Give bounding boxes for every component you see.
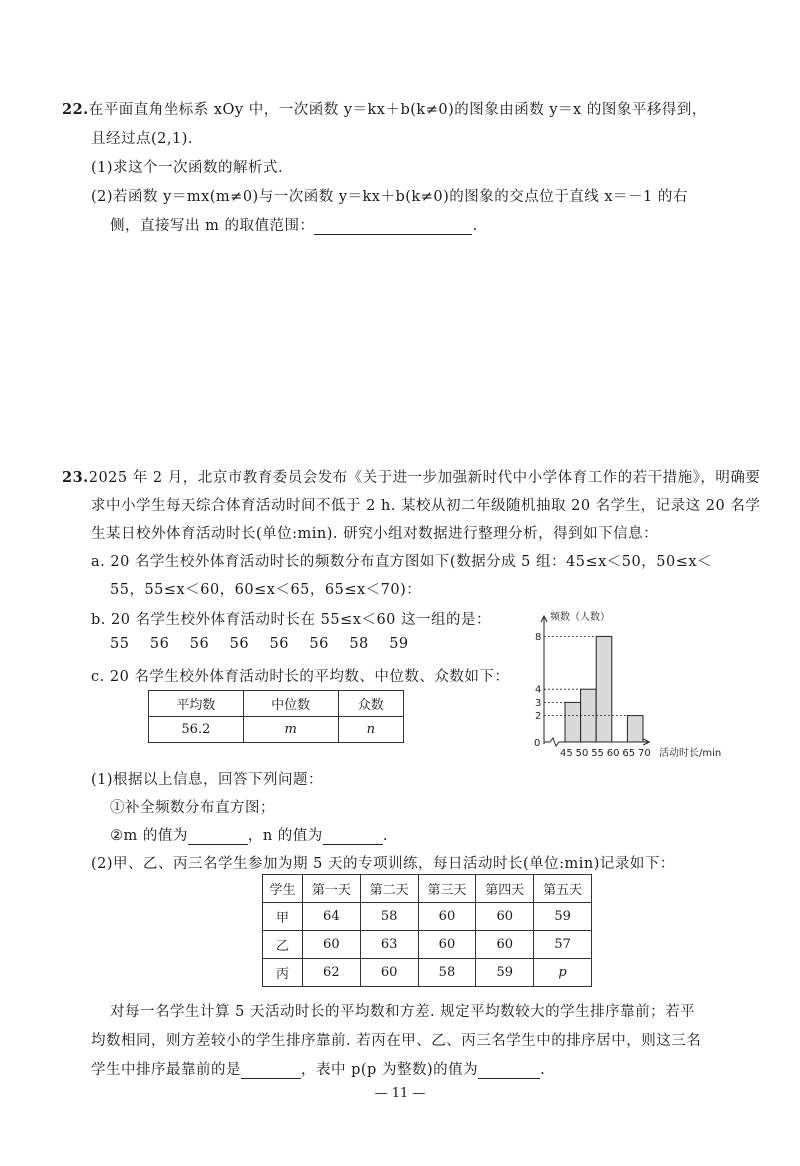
q23-part1-b	[110, 824, 388, 845]
q23-text-1: 2025 年 2 月，北京市教育委员会发布《关于进一步加强新时代中小学体育工作的若干措施》，明确要	[88, 470, 761, 486]
q23-b-line: b. 20 名学生校外体育活动时长在 55≤x＜60 这一组的是：	[91, 612, 492, 628]
first-student-blank[interactable]	[241, 1064, 301, 1079]
train-header: 第四天	[476, 875, 534, 903]
stats-header-median: 中位数	[243, 691, 338, 717]
q23-end-line1: 对每一名学生计算 5 天活动时长的平均数和方差. 规定平均数较大的学生排序靠前；若平	[110, 1004, 696, 1020]
origin-label: 0	[534, 738, 541, 749]
histogram-bar	[596, 636, 612, 742]
q22-answer-blank[interactable]	[314, 220, 472, 235]
y-tick-label: 8	[535, 631, 542, 643]
train-cell: 乙	[263, 931, 303, 959]
q23-part1: (1)根据以上信息，回答下列问题：	[91, 772, 324, 788]
train-header: 学生	[263, 875, 303, 903]
q23-number: 23.	[62, 469, 89, 486]
y-tick-label: 4	[535, 684, 542, 696]
q23-first-label: 学生中排序最靠前的是	[91, 1062, 241, 1078]
train-cell: 57	[534, 931, 592, 959]
q22-part2-line1: (2)若函数 y＝mx(m≠0)与一次函数 y＝kx＋b(k≠0)的图象的交点位于直线 x＝－1 的右	[91, 189, 688, 205]
y-axis-label: 频数（人数）	[550, 612, 610, 623]
stats-header-mean: 平均数	[149, 691, 244, 717]
x-tick-label: 65	[622, 748, 636, 758]
q22-number: 22.	[62, 101, 89, 118]
q23-period-1: .	[382, 828, 388, 844]
train-cell: 58	[418, 959, 476, 987]
train-cell: 59	[534, 903, 592, 931]
train-cell: 60	[418, 931, 476, 959]
histogram-bar	[627, 716, 643, 742]
y-tick-label: 2	[535, 711, 542, 723]
stats-header-mode: 众数	[338, 691, 403, 717]
train-cell: 62	[302, 959, 360, 987]
train-cell: 59	[476, 959, 534, 987]
q22-line1	[62, 98, 707, 119]
stats-table	[148, 690, 404, 743]
train-cell: 60	[302, 931, 360, 959]
p-answer-blank[interactable]	[478, 1064, 540, 1079]
train-cell: 60	[360, 959, 418, 987]
train-header: 第五天	[534, 875, 592, 903]
train-cell: 丙	[263, 959, 303, 987]
x-tick-label: 50	[575, 748, 589, 758]
q23-part2: (2)甲、乙、丙三名学生参加为期 5 天的专项训练，每日活动时长(单位:min)记录如下：	[91, 856, 675, 872]
train-cell: 63	[360, 931, 418, 959]
train-cell: 60	[476, 903, 534, 931]
y-tick-label: 3	[535, 697, 542, 709]
q22-part2-line2	[110, 214, 478, 235]
q22-part2-text: 侧，直接写出 m 的取值范围：	[110, 218, 315, 234]
train-header: 第三天	[418, 875, 476, 903]
q23-a-line2: 55，55≤x＜60，60≤x＜65，65≤x＜70)：	[110, 582, 422, 598]
train-cell: 甲	[263, 903, 303, 931]
x-axis-label: 活动时长/min	[659, 748, 722, 758]
train-header: 第一天	[302, 875, 360, 903]
q23-m-label: ②m 的值为	[110, 828, 188, 844]
q22-part1: (1)求这个一次函数的解析式.	[91, 160, 284, 176]
train-cell: 60	[418, 903, 476, 931]
training-table	[262, 874, 592, 987]
stats-value-mode: n	[338, 717, 403, 743]
q23-line3: 生某日校外体育活动时长(单位:min). 研究小组对数据进行整理分析，得到如下信息：	[91, 526, 659, 542]
q23-c-line: c. 20 名学生校外体育活动时长的平均数、中位数、众数如下：	[91, 669, 510, 685]
q23-b-data: 55 56 56 56 56 56 58 59	[110, 636, 409, 652]
train-cell: p	[534, 959, 592, 987]
m-answer-blank[interactable]	[188, 830, 248, 845]
page-number: — 11 —	[374, 1086, 426, 1101]
q23-period-2: .	[540, 1062, 546, 1078]
q23-end-line2: 均数相同，则方差较小的学生排序靠前. 若丙在甲、乙、丙三名学生中的排序居中，则这三名	[91, 1033, 702, 1049]
q23-line2: 求中小学生每天综合体育活动时间不低于 2 h. 某校从初二年级随机抽取 20 名学生，记录这 20 名学	[91, 498, 761, 514]
q23-line1	[62, 466, 760, 487]
q23-part1-a: ①补全频数分布直方图；	[110, 800, 275, 816]
q23-p-label: ，表中 p(p 为整数)的值为	[301, 1062, 479, 1078]
train-cell: 60	[476, 931, 534, 959]
q22-text-1: 在平面直角坐标系 xOy 中，一次函数 y＝kx＋b(k≠0)的图象由函数 y＝x 的图象平移得到，	[88, 102, 707, 118]
q23-end-line3	[91, 1058, 545, 1079]
x-tick-label: 55	[591, 748, 604, 758]
stats-value-median: m	[243, 717, 338, 743]
q23-a-line1: a. 20 名学生校外体育活动时长的频数分布直方图如下(数据分成 5 组：45≤x＜50，50≤x＜	[91, 554, 713, 570]
q23-n-label: ，n 的值为	[247, 828, 323, 844]
n-answer-blank[interactable]	[323, 830, 383, 845]
train-cell: 64	[302, 903, 360, 931]
q22-line2: 且经过点(2,1).	[91, 131, 193, 147]
frequency-histogram	[522, 606, 762, 758]
train-header: 第二天	[360, 875, 418, 903]
q22-period: .	[472, 218, 478, 234]
stats-value-mean: 56.2	[149, 717, 244, 743]
x-tick-label: 60	[606, 748, 620, 758]
histogram-bar	[565, 702, 581, 742]
train-cell: 58	[360, 903, 418, 931]
x-tick-label: 70	[638, 748, 651, 758]
x-tick-label: 45	[560, 748, 573, 758]
